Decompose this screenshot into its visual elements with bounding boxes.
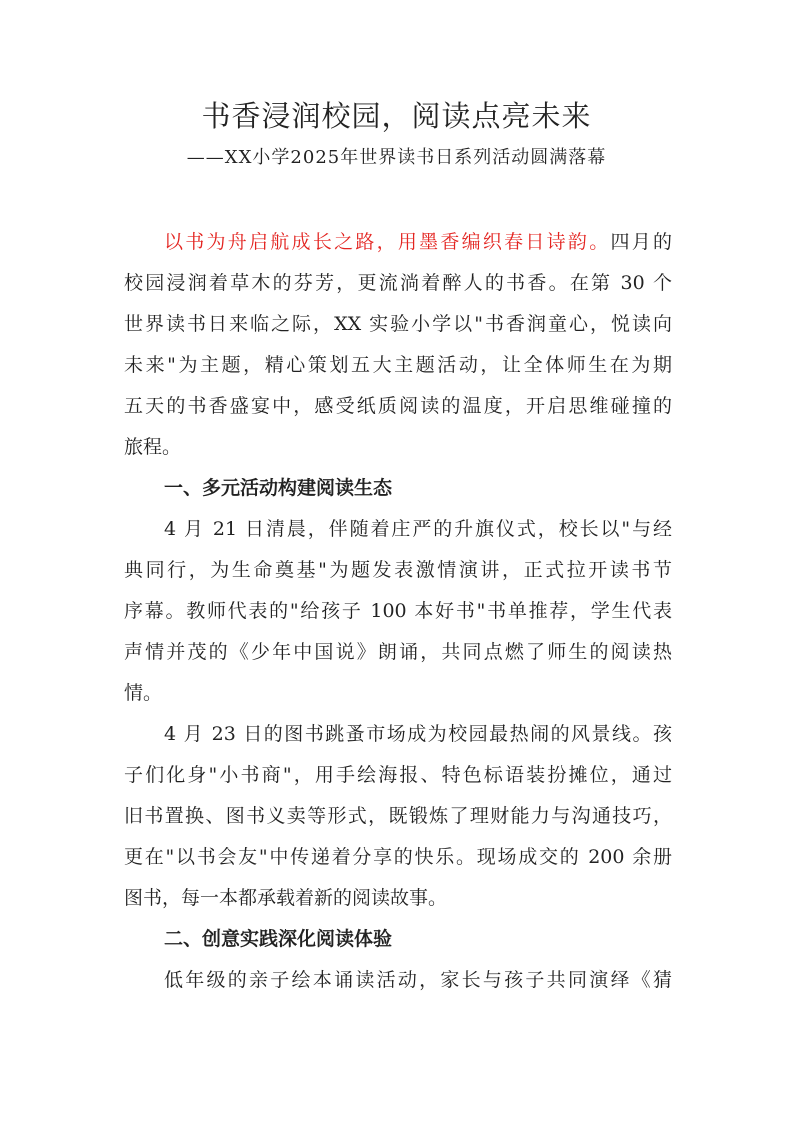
paragraph-line: 低年级的亲子绘本诵读活动，家长与孩子共同演绎《猜 bbox=[164, 969, 672, 991]
paragraph-line: 图书，每一本都承载着新的阅读故事。 bbox=[124, 887, 448, 909]
intro-line: 五天的书香盛宴中，感受纸质阅读的温度，开启思维碰撞的 bbox=[124, 395, 672, 417]
intro-text: 四月的 bbox=[610, 231, 672, 253]
intro-line: 未来"为主题，精心策划五大主题活动，让全体师生在为期 bbox=[124, 354, 672, 376]
document-subtitle: ——XX小学2025年世界读书日系列活动圆满落幕 bbox=[186, 147, 607, 168]
document-title: 书香浸润校园，阅读点亮未来 bbox=[201, 99, 592, 133]
intro-highlight: 以书为舟启航成长之路，用墨香编织春日诗韵。 bbox=[164, 231, 611, 253]
intro-line: 旅程。 bbox=[124, 436, 182, 458]
intro-line: 世界读书日来临之际，XX 实验小学以"书香润童心，悦读向 bbox=[124, 313, 672, 335]
section-heading: 一、多元活动构建阅读生态 bbox=[164, 477, 393, 499]
paragraph-line: 序幕。教师代表的"给孩子 100 本好书"书单推荐，学生代表 bbox=[124, 600, 672, 622]
paragraph-line: 4 月 21 日清晨，伴随着庄严的升旗仪式，校长以"与经 bbox=[164, 518, 672, 540]
paragraph-line: 子们化身"小书商"，用手绘海报、特色标语装扮摊位，通过 bbox=[124, 764, 672, 786]
paragraph-line: 4 月 23 日的图书跳蚤市场成为校园最热闹的风景线。孩 bbox=[164, 723, 672, 745]
paragraph-line: 声情并茂的《少年中国说》朗诵，共同点燃了师生的阅读热 bbox=[124, 641, 672, 663]
paragraph-line: 更在"以书会友"中传递着分享的快乐。现场成交的 200 余册 bbox=[124, 846, 672, 868]
intro-line: 校园浸润着草木的芬芳，更流淌着醉人的书香。在第 30 个 bbox=[124, 272, 672, 294]
intro-line bbox=[124, 222, 672, 263]
paragraph-line: 典同行，为生命奠基"为题发表激情演讲，正式拉开读书节 bbox=[124, 559, 672, 581]
section-heading: 二、创意实践深化阅读体验 bbox=[164, 928, 393, 950]
paragraph-line: 旧书置换、图书义卖等形式，既锻炼了理财能力与沟通技巧， bbox=[124, 805, 672, 827]
document-body bbox=[124, 222, 672, 1001]
paragraph-line: 情。 bbox=[124, 682, 163, 704]
